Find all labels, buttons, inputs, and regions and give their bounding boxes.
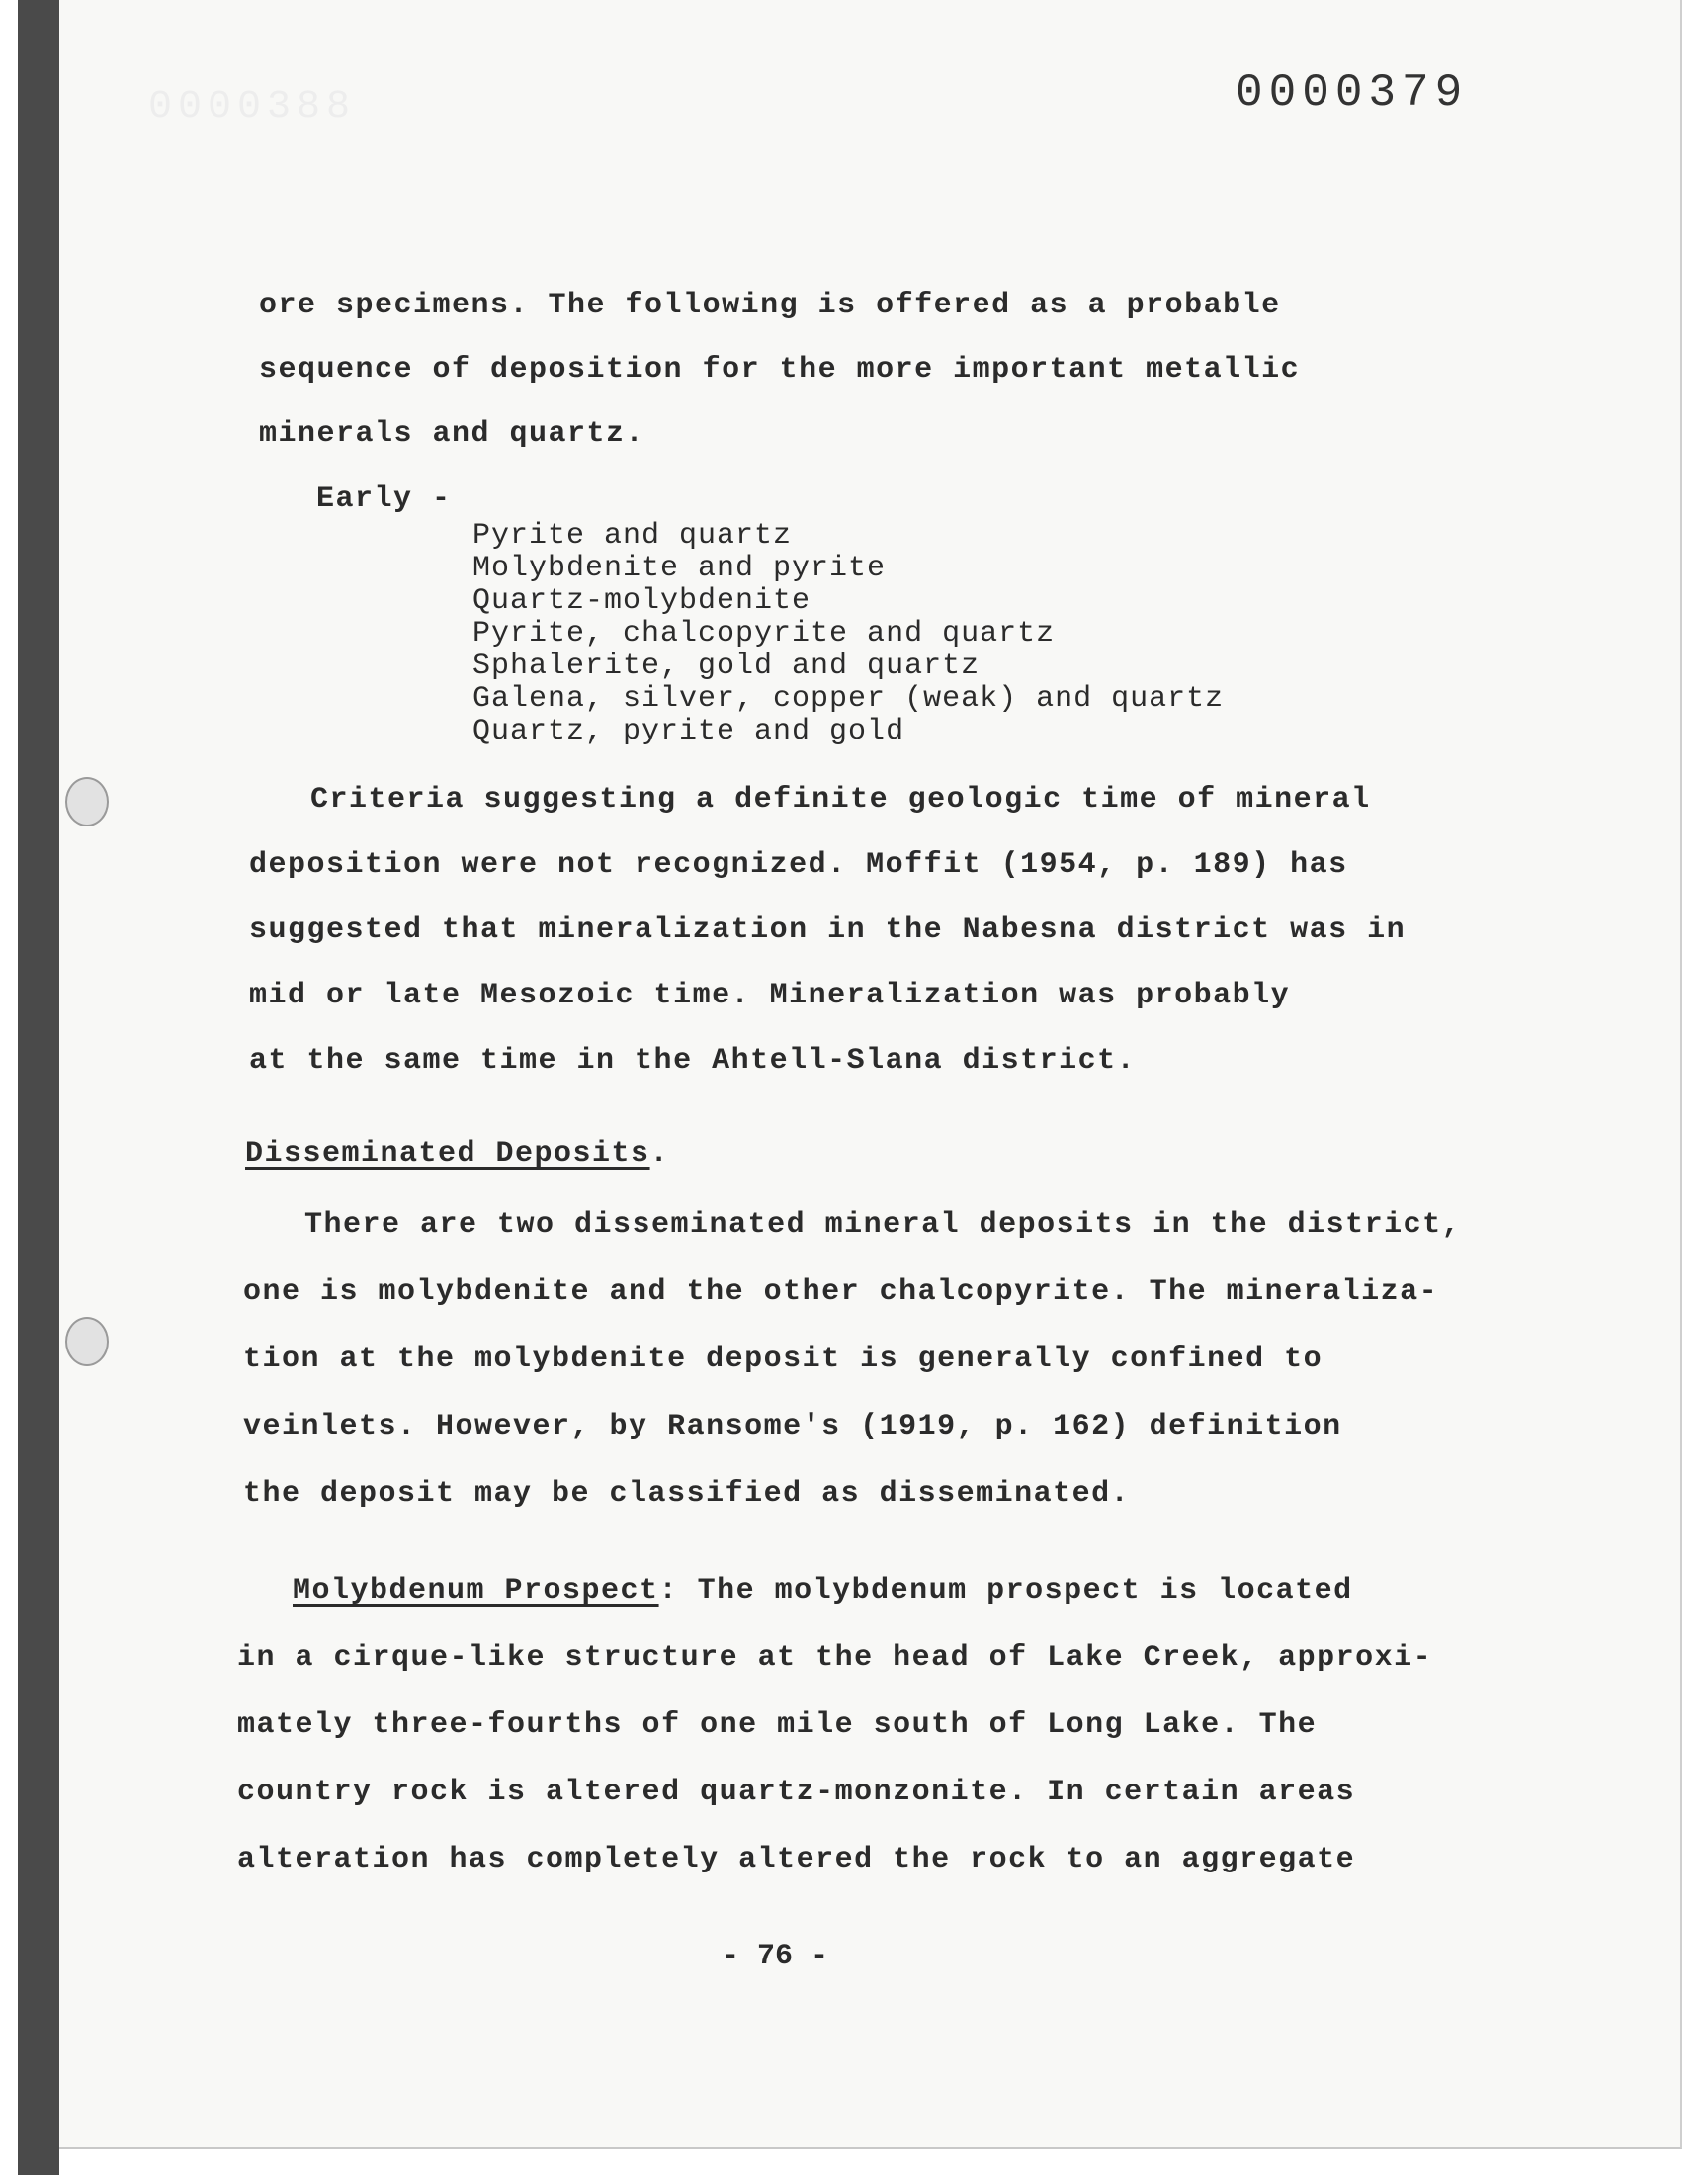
sequence-item: Pyrite and quartz [472, 519, 793, 553]
section-heading-text: Disseminated Deposits [245, 1137, 650, 1171]
paragraph-line: There are two disseminated mineral deposits in the district, [304, 1208, 1462, 1242]
punch-hole [65, 1317, 109, 1366]
ghost-stamp: 0000388 [148, 85, 357, 130]
paragraph-line: sequence of deposition for the more important metallic [259, 353, 1301, 387]
binding-strip [18, 0, 59, 2175]
paragraph-line: country rock is altered quartz-monzonite. In certain areas [237, 1776, 1356, 1809]
paragraph-line: veinlets. However, by Ransome's (1919, p. 162) definition [243, 1410, 1342, 1443]
sequence-item: Molybdenite and pyrite [472, 552, 887, 585]
subsection-heading: Molybdenum Prospect [293, 1574, 659, 1608]
paragraph-line: mately three-fourths of one mile south of Long Lake. The [237, 1708, 1318, 1742]
subsection-heading-suffix: : [658, 1574, 698, 1608]
sequence-label: Early - [316, 482, 452, 516]
paragraph-line: Criteria suggesting a definite geologic time of mineral [310, 783, 1371, 817]
paragraph-line: ore specimens. The following is offered as a probable [259, 289, 1281, 322]
paragraph-line: alteration has completely altered the rock to an aggregate [237, 1843, 1356, 1876]
paragraph-line: one is molybdenite and the other chalcopyrite. The mineraliza- [243, 1275, 1439, 1309]
paragraph-line: in a cirque-like structure at the head of Lake Creek, approxi- [237, 1641, 1433, 1675]
page-number: - 76 - [722, 1940, 829, 1973]
paragraph-line: tion at the molybdenite deposit is generally confined to [243, 1343, 1324, 1376]
paragraph-line: deposition were not recognized. Moffit (1954, p. 189) has [249, 848, 1348, 882]
sequence-item: Quartz-molybdenite [472, 584, 811, 618]
section-heading [245, 1137, 669, 1171]
section-heading-suffix: . [649, 1137, 670, 1171]
paragraph-line: suggested that mineralization in the Nabesna district was in [249, 914, 1407, 947]
paragraph-line: mid or late Mesozoic time. Mineralization was probably [249, 979, 1291, 1012]
sequence-item: Quartz, pyrite and gold [472, 715, 905, 748]
paragraph-text: The molybdenum prospect is located [697, 1574, 1353, 1608]
sequence-item: Sphalerite, gold and quartz [472, 650, 981, 683]
paragraph-line: minerals and quartz. [259, 417, 645, 451]
punch-hole [65, 777, 109, 826]
document-number: 0000379 [1236, 67, 1469, 119]
sequence-item: Galena, silver, copper (weak) and quartz [472, 682, 1225, 716]
paragraph-line: at the same time in the Ahtell-Slana district. [249, 1044, 1137, 1078]
paragraph-line: the deposit may be classified as disseminated. [243, 1477, 1131, 1511]
subsection-line [293, 1574, 1353, 1608]
sequence-item: Pyrite, chalcopyrite and quartz [472, 617, 1056, 651]
